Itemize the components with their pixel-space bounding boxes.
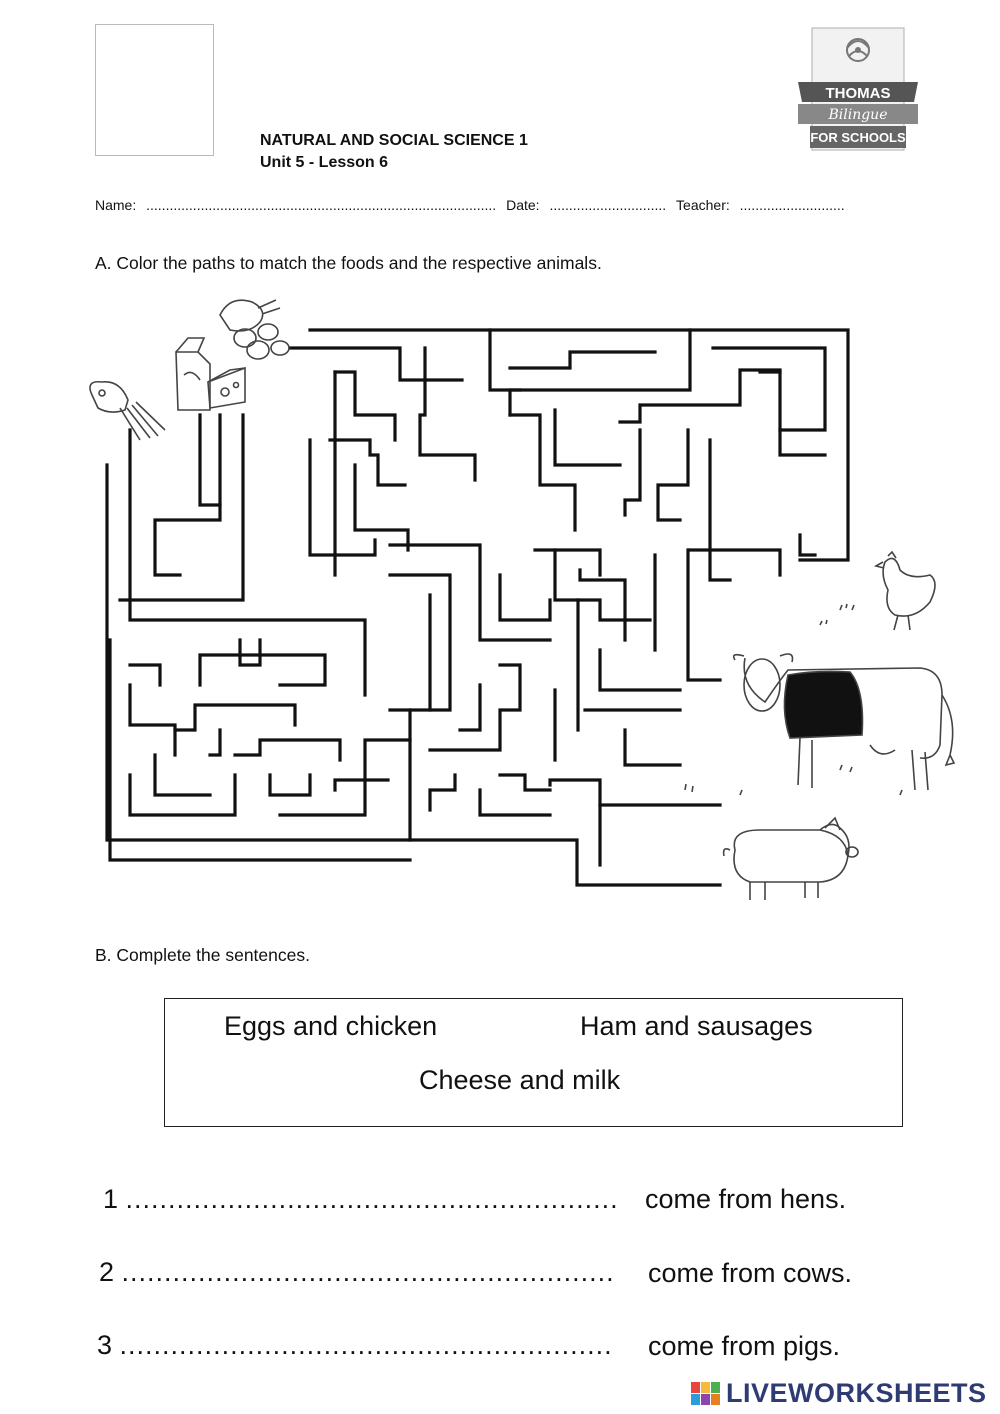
worksheet-title: NATURAL AND SOCIAL SCIENCE 1 (260, 132, 528, 149)
word-bank-box (164, 998, 903, 1127)
cow-icon (685, 654, 954, 795)
name-field[interactable]: .......................................................................................... (146, 197, 497, 213)
footer-watermark: LIVEWORKSHEETS (726, 1378, 987, 1408)
maze-walls (107, 330, 848, 885)
worksheet-subtitle: Unit 5 - Lesson 6 (260, 154, 389, 171)
sentence-number: 1 (103, 1184, 119, 1214)
logo-script: Bilingue (828, 107, 888, 123)
ham-icon (90, 382, 165, 440)
sentence-ending: come from cows. (648, 1258, 853, 1288)
word-bank-item: Cheese and milk (419, 1065, 621, 1095)
name-label: Name: (95, 197, 137, 213)
sentence-ending: come from pigs. (648, 1331, 841, 1361)
sentence-row (97, 1330, 613, 1361)
hen-icon (820, 552, 935, 630)
cheese-icon (208, 368, 245, 408)
sentence-blank[interactable]: .......................................................... (119, 1330, 613, 1360)
date-label: Date: (506, 197, 540, 213)
section-a-instruction: A. Color the paths to match the foods and the respective animals. (95, 253, 602, 273)
word-bank-item: Eggs and chicken (224, 1011, 438, 1041)
date-field[interactable]: .............................. (549, 197, 667, 213)
word-bank-item: Ham and sausages (580, 1011, 813, 1041)
eggs-icon (234, 324, 289, 359)
section-b-instruction: B. Complete the sentences. (95, 945, 310, 965)
student-info-line (95, 197, 930, 213)
sentence-blank[interactable]: .......................................................... (121, 1257, 615, 1287)
milk-carton-icon (176, 338, 210, 410)
sentence-ending: come from hens. (645, 1184, 847, 1214)
sentence-number: 3 (97, 1330, 113, 1360)
logo-brand: THOMAS (825, 85, 891, 102)
chicken-leg-icon (220, 300, 280, 331)
sentence-row (103, 1184, 619, 1215)
sentence-blank[interactable]: .......................................................... (125, 1184, 619, 1214)
maze-activity[interactable] (80, 290, 960, 910)
teacher-field[interactable]: ........................... (739, 197, 845, 213)
photo-box (95, 24, 214, 156)
logo-tagline: FOR SCHOOLS (810, 130, 906, 145)
school-logo (796, 26, 920, 154)
liveworksheets-logo-icon (690, 1381, 722, 1407)
pig-icon (724, 818, 858, 900)
teacher-label: Teacher: (676, 197, 730, 213)
sentence-number: 2 (99, 1257, 115, 1287)
sentence-row (99, 1257, 615, 1288)
